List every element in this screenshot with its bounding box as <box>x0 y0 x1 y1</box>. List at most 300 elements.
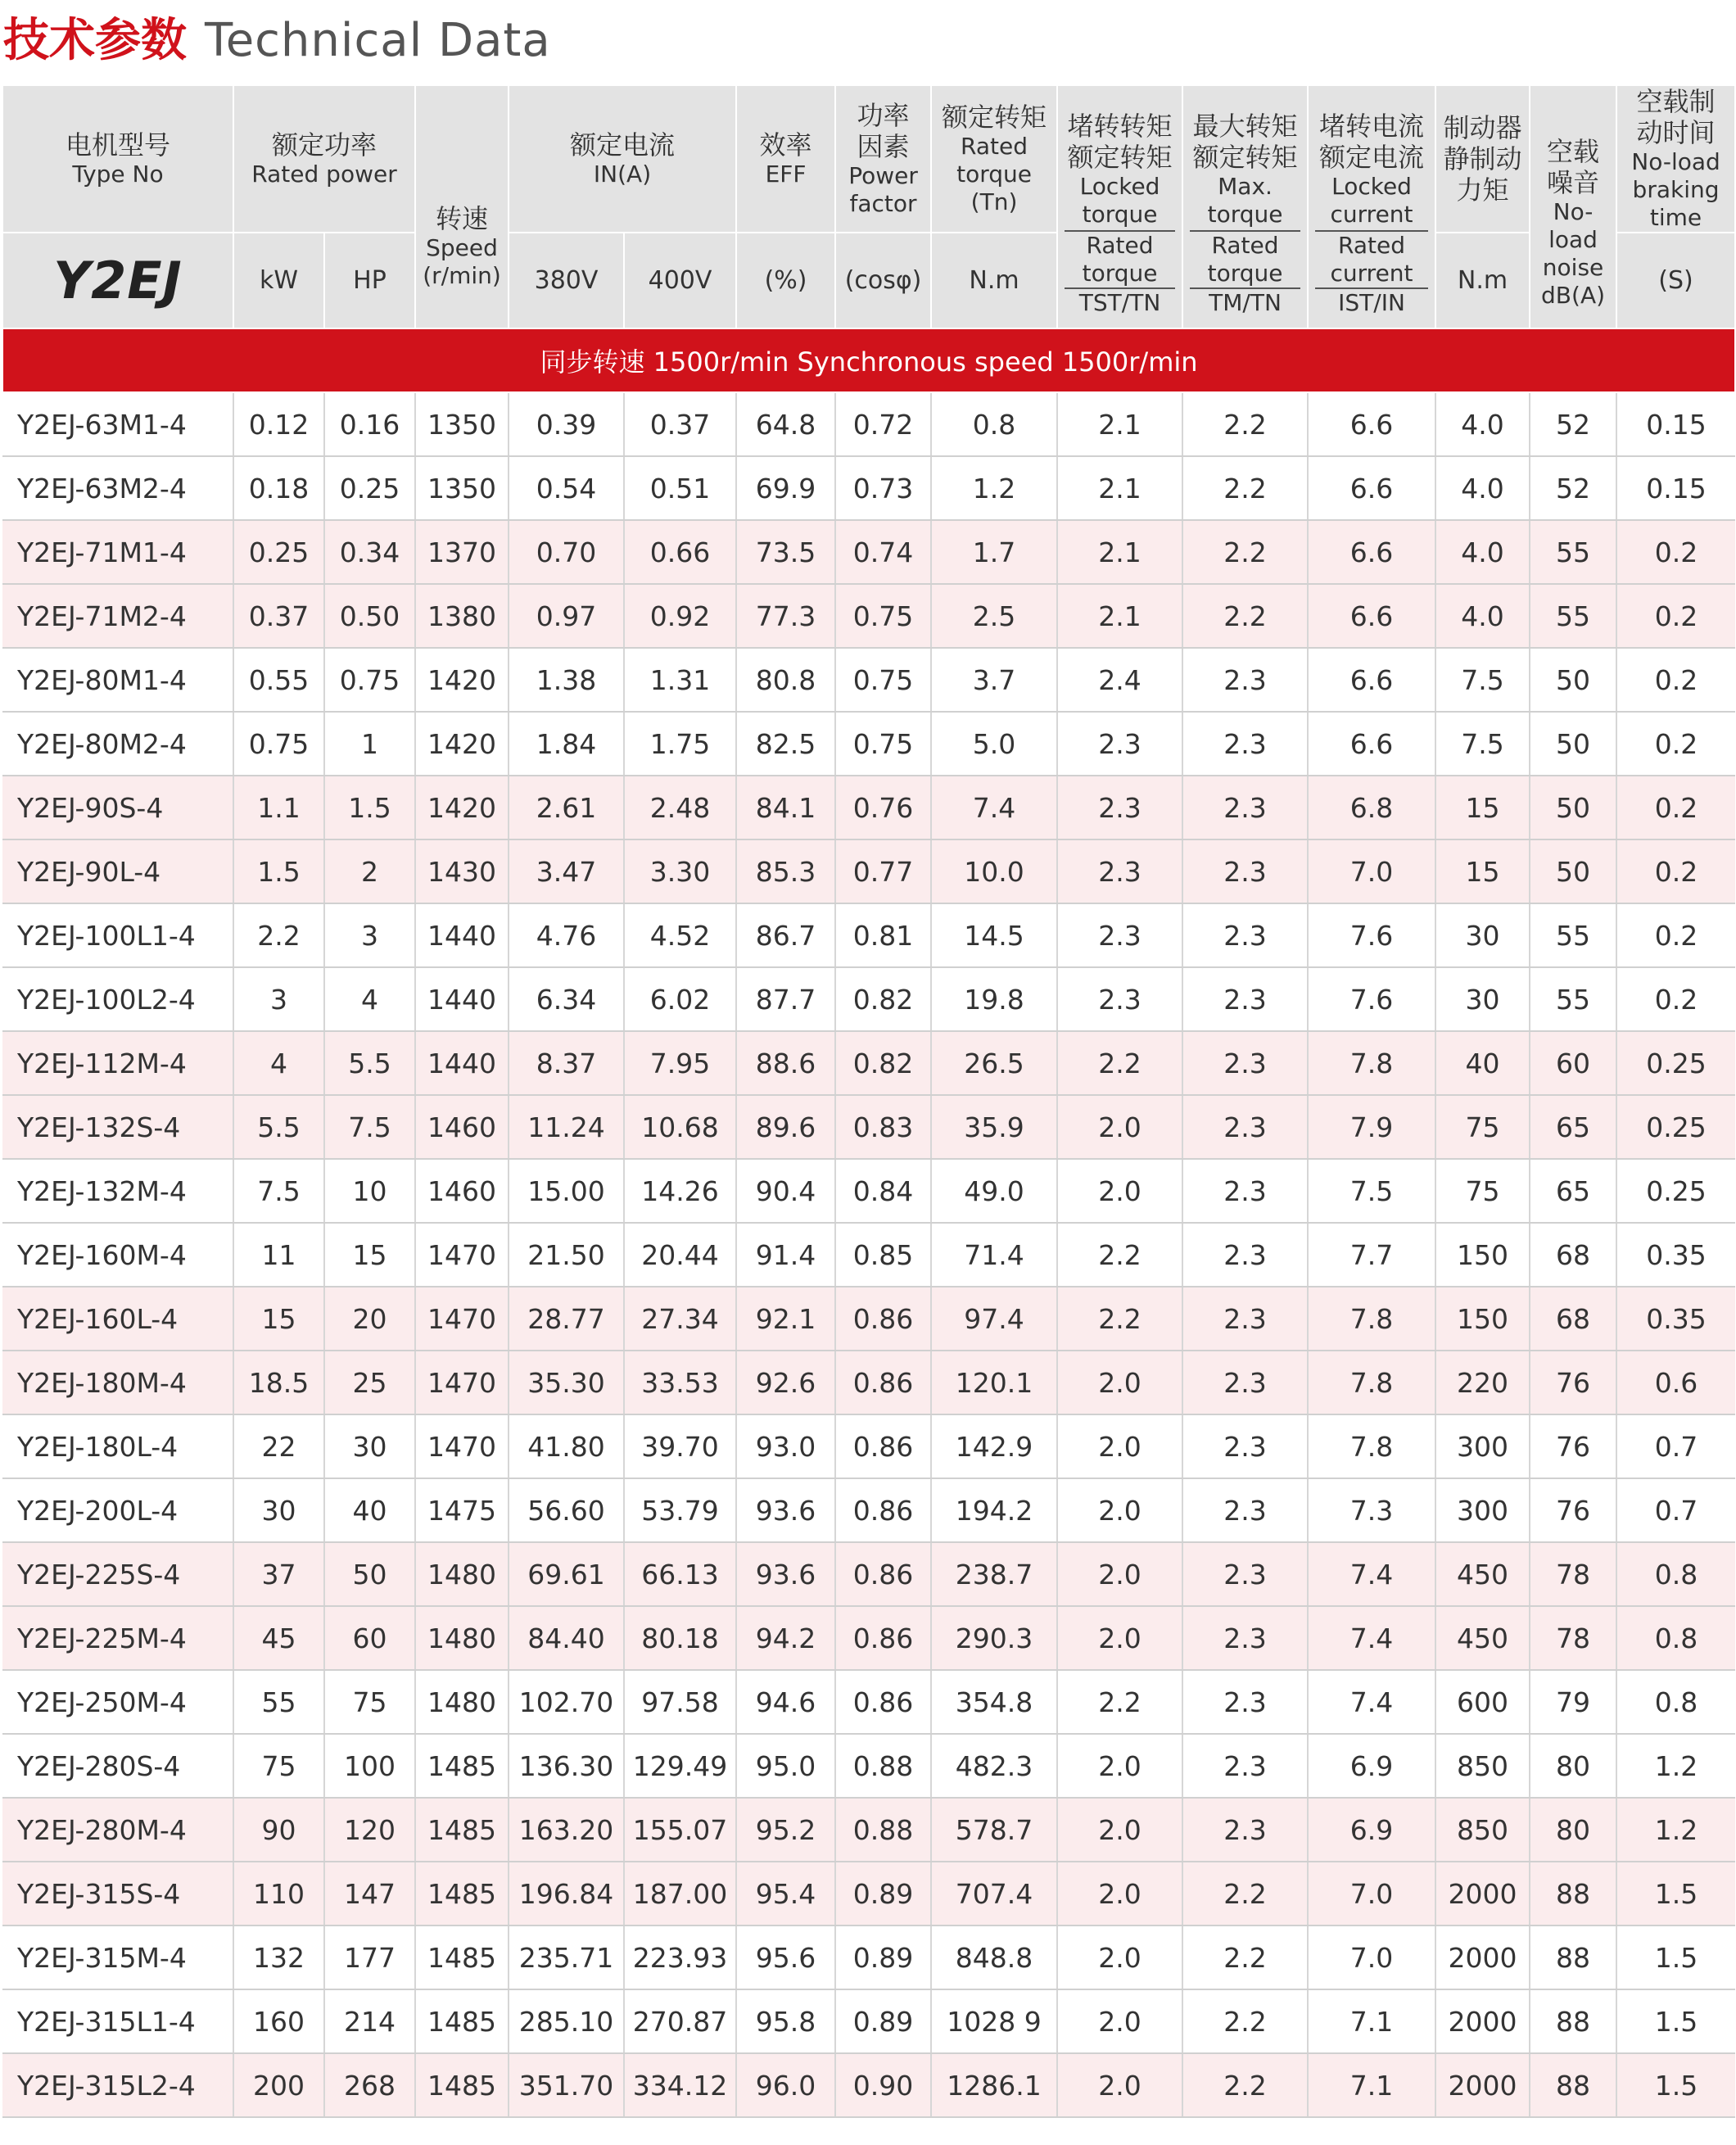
cell-ist: 7.1 <box>1308 2053 1435 2117</box>
cell-torque: 354.8 <box>931 1670 1057 1734</box>
table-row <box>2 520 1735 584</box>
cell-brake: 4.0 <box>1435 392 1530 456</box>
cell-ist: 7.0 <box>1308 839 1435 903</box>
cell-torque: 71.4 <box>931 1223 1057 1287</box>
cell-btime: 0.2 <box>1616 967 1735 1031</box>
cell-noise: 78 <box>1530 1606 1616 1670</box>
cell-speed: 1485 <box>415 1926 509 1989</box>
cell-type: Y2EJ-315L1-4 <box>2 1989 233 2053</box>
cell-brake: 2000 <box>1435 2053 1530 2117</box>
cell-i380: 0.39 <box>509 392 624 456</box>
cell-i380: 0.54 <box>509 456 624 520</box>
cell-btime: 0.2 <box>1616 648 1735 712</box>
cell-kw: 22 <box>233 1414 324 1478</box>
cell-type: Y2EJ-90L-4 <box>2 839 233 903</box>
cell-torque: 482.3 <box>931 1734 1057 1798</box>
table-row <box>2 776 1735 839</box>
cell-tm: 2.3 <box>1182 1031 1308 1095</box>
cell-hp: 147 <box>324 1862 415 1926</box>
cell-brake: 2000 <box>1435 1926 1530 1989</box>
cell-tst: 2.0 <box>1057 1095 1182 1159</box>
cell-btime: 1.5 <box>1616 2053 1735 2117</box>
cell-type: Y2EJ-280S-4 <box>2 1734 233 1798</box>
cell-ist: 6.6 <box>1308 584 1435 648</box>
cell-hp: 20 <box>324 1287 415 1351</box>
cell-btime: 0.35 <box>1616 1223 1735 1287</box>
cell-tm: 2.3 <box>1182 1734 1308 1798</box>
cell-brake: 2000 <box>1435 1862 1530 1926</box>
cell-btime: 0.25 <box>1616 1159 1735 1223</box>
cell-kw: 2.2 <box>233 903 324 967</box>
title-cn: 技术参数 <box>3 14 187 67</box>
cell-brake: 4.0 <box>1435 520 1530 584</box>
cell-pf: 0.86 <box>835 1351 931 1414</box>
header-kw: kW <box>233 233 324 328</box>
table-row <box>2 1734 1735 1798</box>
cell-kw: 18.5 <box>233 1351 324 1414</box>
table-row <box>2 1542 1735 1606</box>
table-row <box>2 1798 1735 1862</box>
cell-pf: 0.75 <box>835 712 931 776</box>
cell-ist: 6.6 <box>1308 712 1435 776</box>
cell-btime: 0.6 <box>1616 1351 1735 1414</box>
cell-i380: 21.50 <box>509 1223 624 1287</box>
cell-eff: 93.6 <box>736 1478 835 1542</box>
technical-data-table <box>2 84 1736 2118</box>
cell-tm: 2.3 <box>1182 1670 1308 1734</box>
cell-type: Y2EJ-200L-4 <box>2 1478 233 1542</box>
cell-tm: 2.3 <box>1182 648 1308 712</box>
cell-i400: 80.18 <box>624 1606 736 1670</box>
cell-pf: 0.76 <box>835 776 931 839</box>
cell-brake: 4.0 <box>1435 456 1530 520</box>
cell-tm: 2.3 <box>1182 839 1308 903</box>
cell-kw: 1.1 <box>233 776 324 839</box>
cell-i380: 41.80 <box>509 1414 624 1478</box>
cell-torque: 26.5 <box>931 1031 1057 1095</box>
cell-brake: 75 <box>1435 1159 1530 1223</box>
cell-pf: 0.90 <box>835 2053 931 2117</box>
header-max-torque: 最大转矩 额定转矩 Max. torque Rated torque TM/TN <box>1182 85 1308 328</box>
cell-torque: 7.4 <box>931 776 1057 839</box>
cell-i380: 163.20 <box>509 1798 624 1862</box>
cell-speed: 1370 <box>415 520 509 584</box>
cell-noise: 88 <box>1530 2053 1616 2117</box>
cell-hp: 75 <box>324 1670 415 1734</box>
cell-hp: 10 <box>324 1159 415 1223</box>
cell-tst: 2.0 <box>1057 1159 1182 1223</box>
cell-eff: 90.4 <box>736 1159 835 1223</box>
cell-tm: 2.3 <box>1182 903 1308 967</box>
cell-tst: 2.0 <box>1057 1542 1182 1606</box>
cell-i400: 0.37 <box>624 392 736 456</box>
cell-i380: 28.77 <box>509 1287 624 1351</box>
cell-kw: 0.18 <box>233 456 324 520</box>
table-row <box>2 1670 1735 1734</box>
cell-tst: 2.0 <box>1057 1862 1182 1926</box>
cell-hp: 60 <box>324 1606 415 1670</box>
cell-kw: 30 <box>233 1478 324 1542</box>
cell-tst: 2.2 <box>1057 1031 1182 1095</box>
cell-kw: 110 <box>233 1862 324 1926</box>
cell-ist: 7.6 <box>1308 967 1435 1031</box>
cell-i400: 97.58 <box>624 1670 736 1734</box>
cell-btime: 0.2 <box>1616 776 1735 839</box>
header-noise: 空载 噪音 No- load noise dB(A) <box>1530 85 1616 328</box>
cell-tm: 2.3 <box>1182 1351 1308 1414</box>
cell-ist: 7.5 <box>1308 1159 1435 1223</box>
cell-torque: 10.0 <box>931 839 1057 903</box>
cell-hp: 30 <box>324 1414 415 1478</box>
cell-hp: 120 <box>324 1798 415 1862</box>
cell-hp: 40 <box>324 1478 415 1542</box>
cell-eff: 85.3 <box>736 839 835 903</box>
cell-torque: 3.7 <box>931 648 1057 712</box>
cell-ist: 6.6 <box>1308 520 1435 584</box>
cell-torque: 0.8 <box>931 392 1057 456</box>
table-header <box>2 85 1735 328</box>
cell-type: Y2EJ-100L1-4 <box>2 903 233 967</box>
cell-btime: 0.35 <box>1616 1287 1735 1351</box>
table-row <box>2 1287 1735 1351</box>
cell-noise: 80 <box>1530 1734 1616 1798</box>
cell-noise: 55 <box>1530 584 1616 648</box>
cell-i400: 334.12 <box>624 2053 736 2117</box>
cell-pf: 0.89 <box>835 1926 931 1989</box>
cell-noise: 50 <box>1530 712 1616 776</box>
cell-pf: 0.89 <box>835 1989 931 2053</box>
cell-noise: 50 <box>1530 839 1616 903</box>
title-en: Technical Data <box>205 14 551 67</box>
cell-tm: 2.3 <box>1182 1606 1308 1670</box>
cell-i380: 69.61 <box>509 1542 624 1606</box>
cell-torque: 49.0 <box>931 1159 1057 1223</box>
cell-kw: 75 <box>233 1734 324 1798</box>
cell-type: Y2EJ-315L2-4 <box>2 2053 233 2117</box>
cell-pf: 0.81 <box>835 903 931 967</box>
header-380v: 380V <box>509 233 624 328</box>
cell-type: Y2EJ-63M1-4 <box>2 392 233 456</box>
header-efficiency: 效率 EFF <box>736 85 835 233</box>
cell-btime: 0.7 <box>1616 1478 1735 1542</box>
cell-i400: 39.70 <box>624 1414 736 1478</box>
cell-torque: 848.8 <box>931 1926 1057 1989</box>
cell-torque: 142.9 <box>931 1414 1057 1478</box>
cell-type: Y2EJ-132M-4 <box>2 1159 233 1223</box>
cell-ist: 6.9 <box>1308 1734 1435 1798</box>
cell-ist: 7.6 <box>1308 903 1435 967</box>
sync-speed-band <box>2 328 1735 392</box>
cell-btime: 1.2 <box>1616 1734 1735 1798</box>
header-locked-current: 堵转电流 额定电流 Locked current Rated current IST/IN <box>1308 85 1435 328</box>
cell-ist: 7.8 <box>1308 1031 1435 1095</box>
cell-ist: 7.0 <box>1308 1862 1435 1926</box>
cell-btime: 1.5 <box>1616 1862 1735 1926</box>
cell-type: Y2EJ-225S-4 <box>2 1542 233 1606</box>
cell-kw: 11 <box>233 1223 324 1287</box>
cell-pf: 0.86 <box>835 1542 931 1606</box>
cell-eff: 73.5 <box>736 520 835 584</box>
cell-torque: 120.1 <box>931 1351 1057 1414</box>
cell-btime: 1.5 <box>1616 1989 1735 2053</box>
cell-speed: 1460 <box>415 1159 509 1223</box>
cell-type: Y2EJ-250M-4 <box>2 1670 233 1734</box>
cell-tm: 2.3 <box>1182 1542 1308 1606</box>
cell-tm: 2.2 <box>1182 520 1308 584</box>
cell-eff: 88.6 <box>736 1031 835 1095</box>
cell-speed: 1440 <box>415 903 509 967</box>
cell-pf: 0.75 <box>835 648 931 712</box>
cell-pf: 0.82 <box>835 1031 931 1095</box>
cell-i400: 6.02 <box>624 967 736 1031</box>
cell-torque: 1028 9 <box>931 1989 1057 2053</box>
cell-tst: 2.3 <box>1057 967 1182 1031</box>
cell-tm: 2.3 <box>1182 1478 1308 1542</box>
cell-tm: 2.3 <box>1182 1223 1308 1287</box>
cell-brake: 15 <box>1435 776 1530 839</box>
cell-i380: 35.30 <box>509 1351 624 1414</box>
cell-tm: 2.2 <box>1182 2053 1308 2117</box>
table-row <box>2 392 1735 456</box>
cell-hp: 0.34 <box>324 520 415 584</box>
cell-tm: 2.3 <box>1182 1287 1308 1351</box>
cell-kw: 15 <box>233 1287 324 1351</box>
cell-noise: 52 <box>1530 456 1616 520</box>
cell-btime: 0.2 <box>1616 712 1735 776</box>
cell-hp: 0.25 <box>324 456 415 520</box>
cell-pf: 0.86 <box>835 1478 931 1542</box>
cell-speed: 1350 <box>415 456 509 520</box>
cell-kw: 90 <box>233 1798 324 1862</box>
cell-i400: 7.95 <box>624 1031 736 1095</box>
cell-torque: 2.5 <box>931 584 1057 648</box>
cell-tm: 2.2 <box>1182 456 1308 520</box>
cell-btime: 0.8 <box>1616 1606 1735 1670</box>
cell-kw: 0.75 <box>233 712 324 776</box>
cell-ist: 6.9 <box>1308 1798 1435 1862</box>
cell-eff: 82.5 <box>736 712 835 776</box>
cell-tm: 2.2 <box>1182 1989 1308 2053</box>
cell-tm: 2.3 <box>1182 1798 1308 1862</box>
cell-btime: 0.15 <box>1616 456 1735 520</box>
cell-tm: 2.3 <box>1182 1414 1308 1478</box>
cell-speed: 1440 <box>415 967 509 1031</box>
cell-btime: 0.2 <box>1616 903 1735 967</box>
cell-type: Y2EJ-71M1-4 <box>2 520 233 584</box>
cell-brake: 150 <box>1435 1287 1530 1351</box>
cell-ist: 7.8 <box>1308 1287 1435 1351</box>
cell-torque: 290.3 <box>931 1606 1057 1670</box>
cell-noise: 78 <box>1530 1542 1616 1606</box>
header-torque-unit: N.m <box>931 233 1057 328</box>
cell-brake: 4.0 <box>1435 584 1530 648</box>
cell-brake: 600 <box>1435 1670 1530 1734</box>
header-hp: HP <box>324 233 415 328</box>
cell-tst: 2.2 <box>1057 1670 1182 1734</box>
cell-noise: 65 <box>1530 1159 1616 1223</box>
header-type-no: 电机型号 Type No <box>2 85 233 233</box>
cell-i380: 2.61 <box>509 776 624 839</box>
cell-hp: 1.5 <box>324 776 415 839</box>
cell-eff: 86.7 <box>736 903 835 967</box>
cell-i400: 270.87 <box>624 1989 736 2053</box>
cell-torque: 97.4 <box>931 1287 1057 1351</box>
cell-i380: 56.60 <box>509 1478 624 1542</box>
table-row <box>2 1223 1735 1287</box>
cell-noise: 55 <box>1530 967 1616 1031</box>
cell-tm: 2.2 <box>1182 1862 1308 1926</box>
cell-i380: 196.84 <box>509 1862 624 1926</box>
table-row <box>2 456 1735 520</box>
cell-btime: 0.25 <box>1616 1031 1735 1095</box>
header-braking-time: 空载制 动时间 No-load braking time <box>1616 85 1735 233</box>
cell-brake: 300 <box>1435 1478 1530 1542</box>
cell-tm: 2.3 <box>1182 712 1308 776</box>
cell-speed: 1485 <box>415 1989 509 2053</box>
cell-eff: 89.6 <box>736 1095 835 1159</box>
data-rows <box>2 392 1735 2117</box>
cell-ist: 6.8 <box>1308 776 1435 839</box>
cell-ist: 7.3 <box>1308 1478 1435 1542</box>
cell-kw: 5.5 <box>233 1095 324 1159</box>
table-row <box>2 1031 1735 1095</box>
cell-i400: 1.31 <box>624 648 736 712</box>
cell-hp: 25 <box>324 1351 415 1414</box>
header-locked-torque: 堵转转矩 额定转矩 Locked torque Rated torque TST/TN <box>1057 85 1182 328</box>
cell-kw: 200 <box>233 2053 324 2117</box>
cell-i380: 84.40 <box>509 1606 624 1670</box>
cell-brake: 450 <box>1435 1606 1530 1670</box>
header-power-factor: 功率 因素 Power factor <box>835 85 931 233</box>
cell-tst: 2.1 <box>1057 584 1182 648</box>
cell-ist: 7.1 <box>1308 1989 1435 2053</box>
cell-i380: 0.70 <box>509 520 624 584</box>
cell-tst: 2.4 <box>1057 648 1182 712</box>
cell-tst: 2.1 <box>1057 392 1182 456</box>
cell-eff: 94.2 <box>736 1606 835 1670</box>
table-row <box>2 2053 1735 2117</box>
cell-pf: 0.73 <box>835 456 931 520</box>
cell-speed: 1420 <box>415 648 509 712</box>
cell-speed: 1485 <box>415 1734 509 1798</box>
cell-type: Y2EJ-180L-4 <box>2 1414 233 1478</box>
cell-kw: 132 <box>233 1926 324 1989</box>
cell-ist: 7.4 <box>1308 1670 1435 1734</box>
cell-i380: 15.00 <box>509 1159 624 1223</box>
cell-i380: 285.10 <box>509 1989 624 2053</box>
cell-eff: 95.4 <box>736 1862 835 1926</box>
cell-pf: 0.72 <box>835 392 931 456</box>
cell-pf: 0.82 <box>835 967 931 1031</box>
cell-i380: 3.47 <box>509 839 624 903</box>
cell-tm: 2.3 <box>1182 1159 1308 1223</box>
cell-noise: 68 <box>1530 1223 1616 1287</box>
header-brake-unit: N.m <box>1435 233 1530 328</box>
cell-kw: 37 <box>233 1542 324 1606</box>
cell-i400: 10.68 <box>624 1095 736 1159</box>
cell-tst: 2.0 <box>1057 1606 1182 1670</box>
table-row <box>2 967 1735 1031</box>
cell-tst: 2.0 <box>1057 1926 1182 1989</box>
cell-i380: 11.24 <box>509 1095 624 1159</box>
cell-hp: 0.16 <box>324 392 415 456</box>
cell-brake: 30 <box>1435 967 1530 1031</box>
cell-torque: 707.4 <box>931 1862 1057 1926</box>
cell-tst: 2.2 <box>1057 1287 1182 1351</box>
cell-hp: 3 <box>324 903 415 967</box>
table-row <box>2 903 1735 967</box>
cell-noise: 68 <box>1530 1287 1616 1351</box>
cell-hp: 100 <box>324 1734 415 1798</box>
cell-i380: 6.34 <box>509 967 624 1031</box>
cell-eff: 95.8 <box>736 1989 835 2053</box>
cell-pf: 0.88 <box>835 1798 931 1862</box>
cell-i400: 27.34 <box>624 1287 736 1351</box>
cell-noise: 79 <box>1530 1670 1616 1734</box>
cell-brake: 7.5 <box>1435 712 1530 776</box>
cell-eff: 95.0 <box>736 1734 835 1798</box>
cell-tst: 2.2 <box>1057 1223 1182 1287</box>
cell-brake: 30 <box>1435 903 1530 967</box>
cell-btime: 0.2 <box>1616 839 1735 903</box>
cell-speed: 1420 <box>415 712 509 776</box>
cell-ist: 7.4 <box>1308 1606 1435 1670</box>
cell-speed: 1350 <box>415 392 509 456</box>
cell-pf: 0.86 <box>835 1287 931 1351</box>
cell-tst: 2.0 <box>1057 1798 1182 1862</box>
cell-kw: 55 <box>233 1670 324 1734</box>
cell-ist: 7.8 <box>1308 1414 1435 1478</box>
cell-i400: 3.30 <box>624 839 736 903</box>
cell-hp: 2 <box>324 839 415 903</box>
cell-i380: 351.70 <box>509 2053 624 2117</box>
cell-noise: 52 <box>1530 392 1616 456</box>
table-row <box>2 712 1735 776</box>
cell-tst: 2.1 <box>1057 456 1182 520</box>
cell-kw: 3 <box>233 967 324 1031</box>
cell-kw: 0.12 <box>233 392 324 456</box>
cell-type: Y2EJ-63M2-4 <box>2 456 233 520</box>
header-pf-unit: (cosφ) <box>835 233 931 328</box>
cell-eff: 95.2 <box>736 1798 835 1862</box>
cell-ist: 6.6 <box>1308 456 1435 520</box>
cell-type: Y2EJ-225M-4 <box>2 1606 233 1670</box>
cell-btime: 1.5 <box>1616 1926 1735 1989</box>
cell-btime: 0.8 <box>1616 1542 1735 1606</box>
cell-i380: 0.97 <box>509 584 624 648</box>
cell-tst: 2.0 <box>1057 1989 1182 2053</box>
cell-i400: 129.49 <box>624 1734 736 1798</box>
table-row <box>2 1862 1735 1926</box>
cell-tst: 2.0 <box>1057 1414 1182 1478</box>
cell-i400: 155.07 <box>624 1798 736 1862</box>
table-row <box>2 584 1735 648</box>
cell-type: Y2EJ-180M-4 <box>2 1351 233 1414</box>
table-row <box>2 1926 1735 1989</box>
cell-ist: 6.6 <box>1308 648 1435 712</box>
cell-noise: 65 <box>1530 1095 1616 1159</box>
cell-noise: 80 <box>1530 1798 1616 1862</box>
cell-speed: 1460 <box>415 1095 509 1159</box>
cell-tst: 2.1 <box>1057 520 1182 584</box>
cell-noise: 55 <box>1530 520 1616 584</box>
cell-speed: 1420 <box>415 776 509 839</box>
cell-i380: 4.76 <box>509 903 624 967</box>
cell-eff: 84.1 <box>736 776 835 839</box>
cell-i380: 8.37 <box>509 1031 624 1095</box>
cell-btime: 0.25 <box>1616 1095 1735 1159</box>
cell-type: Y2EJ-112M-4 <box>2 1031 233 1095</box>
